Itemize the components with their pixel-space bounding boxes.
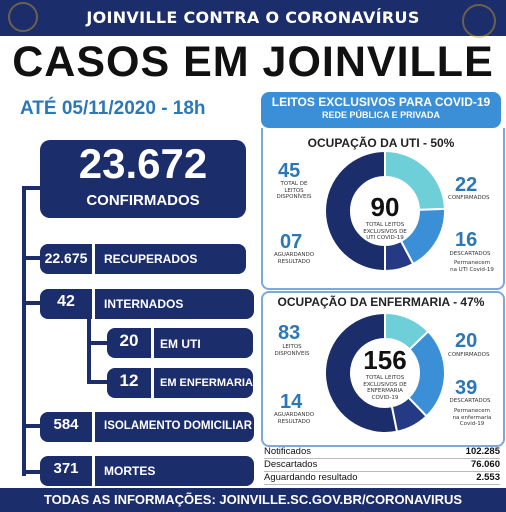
connector-line bbox=[22, 470, 40, 474]
recovered-label: RECUPERADOS bbox=[104, 252, 198, 266]
confirmed-label: CONFIRMADOS bbox=[86, 192, 200, 209]
recovered-value: 22.675 bbox=[44, 250, 88, 266]
row-value: 102.285 bbox=[465, 446, 500, 457]
notifications-table bbox=[264, 446, 500, 485]
row-value: 76.060 bbox=[470, 459, 500, 470]
separator bbox=[151, 328, 154, 358]
hospitalized-value: 42 bbox=[57, 293, 75, 310]
connector-line bbox=[22, 186, 40, 190]
ward-awaiting-value: 14 bbox=[280, 391, 303, 413]
ward-confirmed-value: 20 bbox=[455, 330, 478, 352]
ward-total-caption: TOTAL LEITOS EXCLUSIVOS DE ENFERMARIA COVID-19 bbox=[363, 375, 407, 401]
icu-awaiting-label: AGUARDANDO RESULTADO bbox=[273, 252, 315, 265]
row-value: 2.553 bbox=[476, 472, 500, 483]
beds-title: LEITOS EXCLUSIVOS PARA COVID-19 bbox=[271, 95, 491, 109]
connector-line bbox=[87, 318, 91, 384]
icu-discarded-value: 16 bbox=[455, 229, 478, 251]
icu-available-label: TOTAL DE LEITOS DISPONÍVEIS bbox=[276, 181, 312, 200]
icu-total-value: 90 bbox=[370, 192, 400, 222]
separator bbox=[92, 244, 95, 274]
icu-total-caption: TOTAL LEITOS EXCLUSIVOS DE UTI COVID-19 bbox=[363, 222, 407, 241]
row-label: Descartados bbox=[264, 459, 318, 470]
icu-awaiting-value: 07 bbox=[280, 231, 303, 253]
connector-line bbox=[87, 380, 107, 384]
row-label: Aguardando resultado bbox=[264, 472, 358, 483]
connector-line bbox=[87, 341, 107, 345]
separator bbox=[151, 368, 154, 398]
icu-discarded-note: Permanecem na UTI Covid-19 bbox=[450, 260, 494, 273]
ward-available-value: 83 bbox=[278, 322, 301, 344]
ward-discarded-note: Permanecem na enfermaria Covid-19 bbox=[452, 408, 492, 427]
connector-line bbox=[22, 186, 26, 476]
icu-available-value: 45 bbox=[278, 160, 301, 182]
deaths-value: 371 bbox=[53, 460, 79, 477]
home-isolation-label: ISOLAMENTO DOMICILIAR bbox=[104, 420, 253, 432]
footer-text: TODAS AS INFORMAÇÕES: JOINVILLE.SC.GOV.BR/CORONAVIRUS bbox=[43, 492, 463, 507]
icu-label: EM UTI bbox=[160, 337, 201, 351]
report-date: ATÉ 05/11/2020 - 18h bbox=[20, 98, 206, 119]
ward-awaiting-label: AGUARDANDO RESULTADO bbox=[273, 412, 315, 425]
icu-occupancy-title: OCUPAÇÃO DA UTI - 50% bbox=[307, 136, 455, 150]
ward-value: 12 bbox=[119, 371, 139, 390]
connector-line bbox=[22, 256, 40, 260]
ward-occupancy-title: OCUPAÇÃO DA ENFERMARIA - 47% bbox=[277, 295, 485, 309]
ward-discarded-label: DESCARTADOS bbox=[449, 398, 491, 404]
row-label: Notificados bbox=[264, 446, 311, 457]
ward-discarded-value: 39 bbox=[455, 377, 478, 399]
hospitalized-label: INTERNADOS bbox=[104, 297, 184, 311]
separator bbox=[92, 412, 95, 442]
table-row bbox=[264, 446, 500, 459]
ward-total-value: 156 bbox=[363, 345, 407, 375]
ward-confirmed-label: CONFIRMADOS bbox=[448, 352, 490, 358]
connector-line bbox=[22, 301, 40, 305]
beds-subtitle: REDE PÚBLICA E PRIVADA bbox=[321, 110, 440, 120]
table-row bbox=[264, 459, 500, 472]
page-title: CASOS EM JOINVILLE bbox=[12, 38, 494, 86]
beds-header bbox=[261, 92, 501, 128]
home-isolation-value: 584 bbox=[53, 416, 79, 433]
connector-line bbox=[22, 424, 40, 428]
icu-confirmed-value: 22 bbox=[455, 174, 478, 196]
table-row bbox=[264, 472, 500, 485]
banner-text: JOINVILLE CONTRA O CORONAVÍRUS bbox=[86, 8, 420, 27]
icu-confirmed-label: CONFIRMADOS bbox=[448, 195, 490, 201]
confirmed-value: 23.672 bbox=[78, 140, 208, 187]
icu-value: 20 bbox=[119, 331, 139, 350]
separator bbox=[92, 456, 95, 486]
ward-label: EM ENFERMARIA bbox=[160, 377, 253, 389]
ward-available-label: LEITOS DISPONÍVEIS bbox=[274, 344, 310, 357]
separator bbox=[92, 289, 95, 319]
deaths-label: MORTES bbox=[104, 464, 156, 478]
icu-discarded-label: DESCARTADOS bbox=[449, 251, 491, 257]
